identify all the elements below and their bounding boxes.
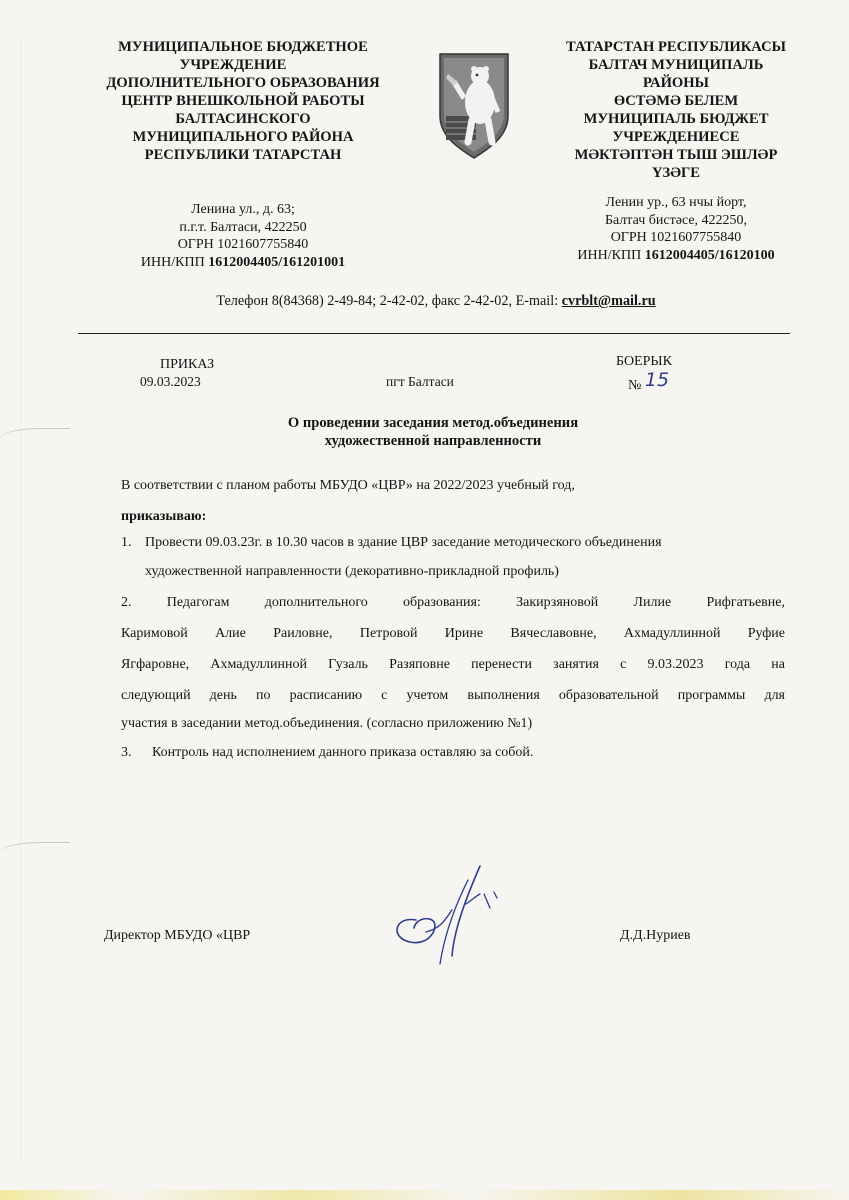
- address-line: Ленина ул., д. 63;: [191, 202, 295, 217]
- document-title: [200, 414, 666, 450]
- order-label-tt: БОЕРЫК: [616, 354, 672, 369]
- inn-line: [62, 254, 424, 272]
- header-right-line: УЧРЕЖДЕНИЕСЕ: [612, 129, 740, 145]
- inn-value: 1612004405/16120100: [644, 247, 775, 263]
- coat-of-arms-bear-icon: [436, 50, 512, 160]
- header-left-line: УЧРЕЖДЕНИЕ: [179, 57, 287, 73]
- item-3-number: 3.: [121, 745, 132, 760]
- punch-hole-mark: [0, 842, 70, 859]
- inn-label: ИНН/КПП: [577, 247, 645, 263]
- header-right-line: МӘКТӘПТӘН ТЫШ ЭШЛӘР: [574, 147, 778, 163]
- paper-margin: [20, 40, 21, 1160]
- order-label-ru: ПРИКАЗ: [160, 357, 215, 372]
- header-right: [530, 38, 822, 182]
- header-right-line: МУНИЦИПАЛЬ БЮДЖЕТ: [583, 111, 769, 127]
- header-left-line: МУНИЦИПАЛЬНОГО РАЙОНА: [132, 129, 354, 145]
- header-left-line: МУНИЦИПАЛЬНОЕ БЮДЖЕТНОЕ: [118, 39, 368, 55]
- header-left-line: ДОПОЛНИТЕЛЬНОГО ОБРАЗОВАНИЯ: [106, 75, 380, 91]
- header-right-line: ТАТАРСТАН РЕСПУБЛИКАСЫ: [565, 39, 786, 55]
- title-line: художественной направленности: [324, 433, 542, 449]
- header-left-line: РЕСПУБЛИКИ ТАТАРСТАН: [144, 147, 342, 163]
- email-link[interactable]: cvrblt@mail.ru: [561, 293, 656, 309]
- header-divider: [78, 333, 790, 334]
- inn-label: ИНН/КПП: [140, 254, 209, 270]
- item-2-line: Ягфаровне, Ахмадуллинной Гузаль Разяповне перенести занятия с 9.03.2023 года на: [121, 657, 785, 672]
- item-2-line: участия в заседании метод.объединения. (согласно приложению №1): [121, 716, 533, 731]
- order-place: пгт Балтаси: [386, 374, 454, 389]
- command-word: приказываю:: [121, 509, 207, 524]
- item-3-line: Контроль над исполнением данного приказа оставляю за собой.: [152, 745, 534, 760]
- address-line: ОГРН 1021607755840: [177, 237, 309, 252]
- header-left-address: [62, 201, 424, 271]
- header-right-address: [530, 194, 822, 264]
- item-1-line: Провести 09.03.23г. в 10.30 часов в здание ЦВР заседание методического объединения: [145, 535, 662, 550]
- order-number: [628, 369, 670, 394]
- header-right-line: ӨСТӘМӘ БЕЛЕМ: [613, 93, 739, 109]
- scan-edge: [0, 1190, 849, 1200]
- intro-line: В соответствии с планом работы МБУДО «ЦВР» на 2022/2023 учебный год,: [121, 478, 575, 493]
- order-date: 09.03.2023: [140, 374, 201, 389]
- address-line: Ленин ур., 63 нчы йорт,: [605, 195, 747, 210]
- inn-value: 1612004405/161201001: [208, 254, 346, 270]
- address-line: Балтач бистәсе, 422250,: [604, 212, 748, 228]
- item-1-number: 1.: [121, 535, 132, 550]
- signatory-name: Д.Д.Нуриев: [620, 928, 691, 943]
- item-1-line: художественной направленности (декоративно-прикладной профиль): [145, 564, 559, 579]
- handwritten-signature: [376, 858, 516, 978]
- header-right-line: БАЛТАЧ МУНИЦИПАЛЬ: [588, 57, 764, 73]
- item-2-line: 2. Педагогам дополнительного образования: Закирзяновой Лилие Рифгатьевне,: [121, 595, 785, 610]
- contacts-line: [60, 293, 812, 311]
- contacts-text: Телефон 8(84368) 2-49-84; 2-42-02, факс 2-42-02, E-mail:: [216, 293, 562, 309]
- title-line: О проведении заседания метод.объединения: [287, 415, 579, 431]
- item-2-line: Каримовой Алие Раиловне, Петровой Ирине Вячеславовне, Ахмадуллинной Руфие: [121, 626, 785, 641]
- header-left-line: ЦЕНТР ВНЕШКОЛЬНОЙ РАБОТЫ: [121, 93, 365, 109]
- number-sign: №: [628, 378, 642, 393]
- item-2-line: следующий день по расписанию с учетом выполнения образовательной программы для: [121, 688, 785, 703]
- punch-hole-mark: [0, 428, 70, 445]
- address-line: п.г.т. Балтаси, 422250: [179, 219, 307, 235]
- signatory-position: Директор МБУДО «ЦВР: [104, 928, 251, 943]
- address-line: ОГРН 1021607755840: [610, 230, 742, 245]
- header-right-line: РАЙОНЫ: [643, 75, 709, 91]
- inn-line: [530, 247, 822, 265]
- header-left: [62, 38, 424, 164]
- handwritten-number: 15: [644, 369, 670, 391]
- header-right-line: ҮЗӘГЕ: [651, 165, 701, 181]
- header-left-line: БАЛТАСИНСКОГО: [175, 111, 311, 127]
